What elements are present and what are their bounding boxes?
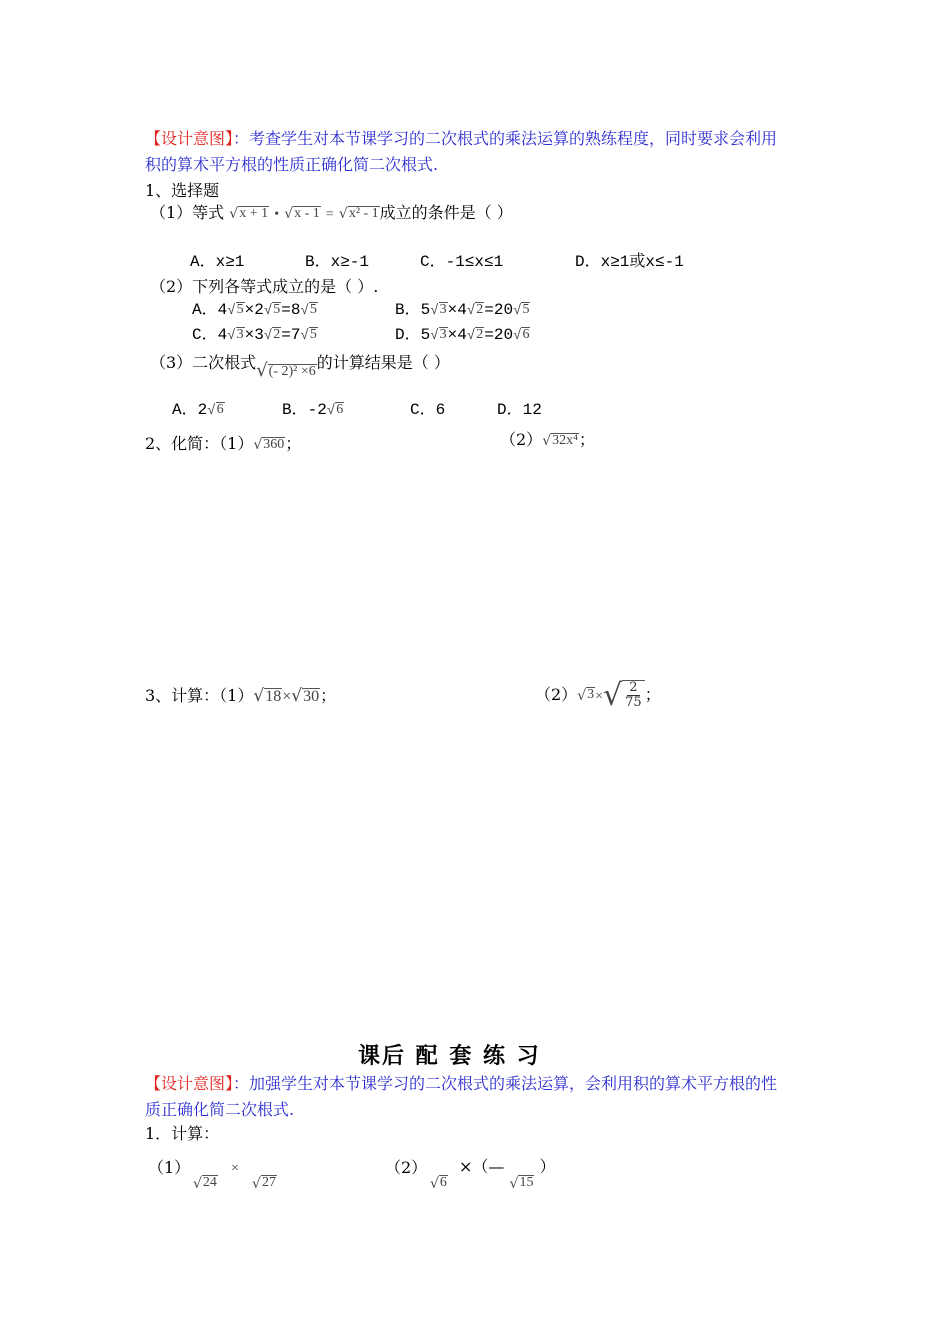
radical-expr: √ (- 2)² ×6 [256,360,316,381]
intent-text-line1: 加强学生对本节课学习的二次根式的乘法运算，会利用积的算术平方根的性 [249,1074,778,1093]
exercise-heading: 1．计算： [145,1124,220,1143]
intent-label: 【设计意图】 [145,1074,234,1093]
q1-part1: （1）等式 √ x + 1 • √ x - 1 = √ x² - 1 成立的条件是（ ） [150,203,513,223]
radical-expr: √ x² - 1 [338,205,379,223]
q1-part3-option-a: A．2 √ 6 [172,401,224,419]
radical-expr: √ x - 1 [284,205,320,223]
q1-part1-option-b: B．x≥-1 [305,253,370,271]
q1-part3-option-c: C．6 [410,401,446,419]
intent-text-line2: 质正确化简二次根式. [145,1100,295,1119]
exercise-part1-expr: √ 24 × √ 27 [193,1161,276,1192]
q1-part2: （2）下列各等式成立的是（ ）. [150,277,379,296]
q1-part1-option-a: A．x≥1 [190,253,245,271]
q2-part1: 2、化简：（1） √ 360 ； [145,434,302,454]
q1-part2-option-b: B．5 √ 3 ×4 √ 2 =20 √ 5 [395,301,530,319]
q1-heading: 1、选择题 [145,181,220,200]
exercise-part1: （1） [148,1158,191,1177]
q1-part3-option-d: D．12 [497,401,542,419]
q1-part2-option-d: D．5 √ 3 ×4 √ 2 =20 √ 6 [395,326,530,344]
design-intent-1: 【设计意图】：考查学生对本节课学习的二次根式的乘法运算的熟练程度，同时要求会利用 [145,129,778,148]
q1-part3: （3）二次根式 √ (- 2)² ×6 的计算结果是（ ） [150,353,450,381]
q1-part2-option-a: A．4 √ 5 ×2 √ 5 =8 √ 5 [192,301,317,319]
q1-part3-option-b: B．-2 √ 6 [282,401,344,419]
exercise-part2-expr: √ 6 ×（— √ 15 ） [430,1157,556,1192]
q2-part2: （2） √ 32x⁴ ； [500,430,596,450]
q1-part2-option-c: C．4 √ 3 ×3 √ 2 =7 √ 5 [192,326,317,344]
q3-part2: （2） √ 3 × √ $\frac{2}{75}$ ； [535,677,661,713]
section-title: 课后 配 套 练 习 [358,1043,541,1069]
exercise-part2: （2） [385,1158,428,1177]
intent-text-line2: 积的算术平方根的性质正确化简二次根式. [145,155,439,174]
q1-part1-option-d: D．x≥1或x≤-1 [575,253,684,271]
radical-expr: √ x + 1 [229,205,269,223]
intent-label: 【设计意图】 [145,129,234,148]
intent-text-line1: 考查学生对本节课学习的二次根式的乘法运算的熟练程度，同时要求会利用 [249,129,778,148]
q3-part1: 3、计算：（1） √ 18 × √ 30 ； [145,686,337,707]
q1-part1-option-c: C．-1≤x≤1 [420,253,504,271]
design-intent-2: 【设计意图】：加强学生对本节课学习的二次根式的乘法运算，会利用积的算术平方根的性 [145,1074,778,1093]
radical-fraction: √ $\frac{2}{75}$ [603,680,645,711]
